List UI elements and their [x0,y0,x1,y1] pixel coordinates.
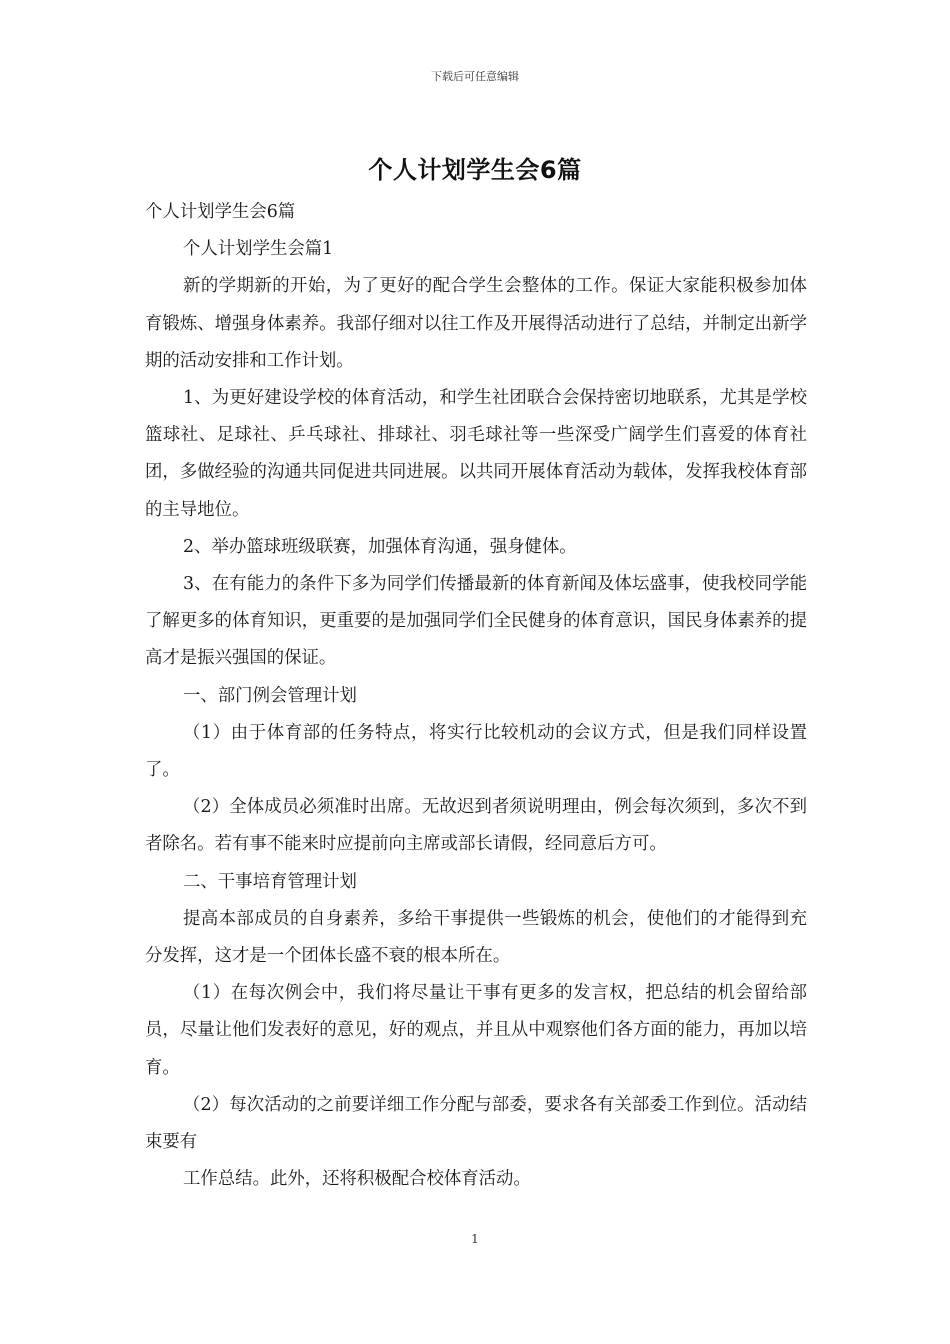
document-body [145,194,807,1198]
paragraph: 3、在有能力的条件下多为同学们传播最新的体育新闻及体坛盛事，使我校同学能了解更多的体育知识，更重要的是加强同学们全民健身的体育意识，国民身体素养的提高才是振兴强国的保证。 [145,574,807,669]
paragraph-heading: 二、干事培育管理计划 [183,871,357,892]
paragraph: 1、为更好建设学校的体育活动，和学生社团联合会保持密切地联系，尤其是学校篮球社、足球社、乒乓球社、排球社、羽毛球社等一些深受广阔学生们喜爱的体育社团，多做经验的沟通共同促进共同进展。以共同开展体育活动为载体，发挥我校体育部的主导地位。 [145,388,807,520]
paragraph: （1）在每次例会中，我们将尽量让干事有更多的发言权，把总结的机会留给部员，尽量让他们发表好的意见，好的观点，并且从中观察他们各方面的能力，再加以培育。 [145,983,807,1078]
paragraph: （2）每次活动的之前要详细工作分配与部委，要求各有关部委工作到位。活动结束要有 [145,1094,807,1153]
paragraph: 工作总结。此外，还将积极配合校体育活动。 [183,1169,531,1190]
page-number: 1 [471,1232,479,1246]
paragraph: 新的学期新的开始，为了更好的配合学生会整体的工作。保证大家能积极参加体育锻炼、增强身体素养。我部仔细对以往工作及开展得活动进行了总结，并制定出新学期的活动安排和工作计划。 [145,276,807,371]
paragraph: 提高本部成员的自身素养，多给干事提供一些锻炼的机会，使他们的才能得到充分发挥，这才是一个团体长盛不衰的根本所在。 [145,908,807,967]
header-note: 下载后可任意编辑 [431,70,519,83]
document-title: 个人计划学生会6篇 [368,156,582,184]
paragraph-heading: 一、部门例会管理计划 [183,685,357,706]
paragraph: （1）由于体育部的任务特点，将实行比较机动的会议方式，但是我们同样设置了。 [145,722,807,781]
paragraph-subtitle: 个人计划学生会6篇 [145,202,296,222]
paragraph-section-heading: 个人计划学生会篇1 [183,239,334,260]
paragraph: （2）全体成员必须准时出席。无故迟到者须说明理由，例会每次须到，多次不到者除名。若有事不能来时应提前向主席或部长请假，经同意后方可。 [145,797,807,855]
paragraph: 2、举办篮球班级联赛，加强体育沟通，强身健体。 [183,536,577,557]
